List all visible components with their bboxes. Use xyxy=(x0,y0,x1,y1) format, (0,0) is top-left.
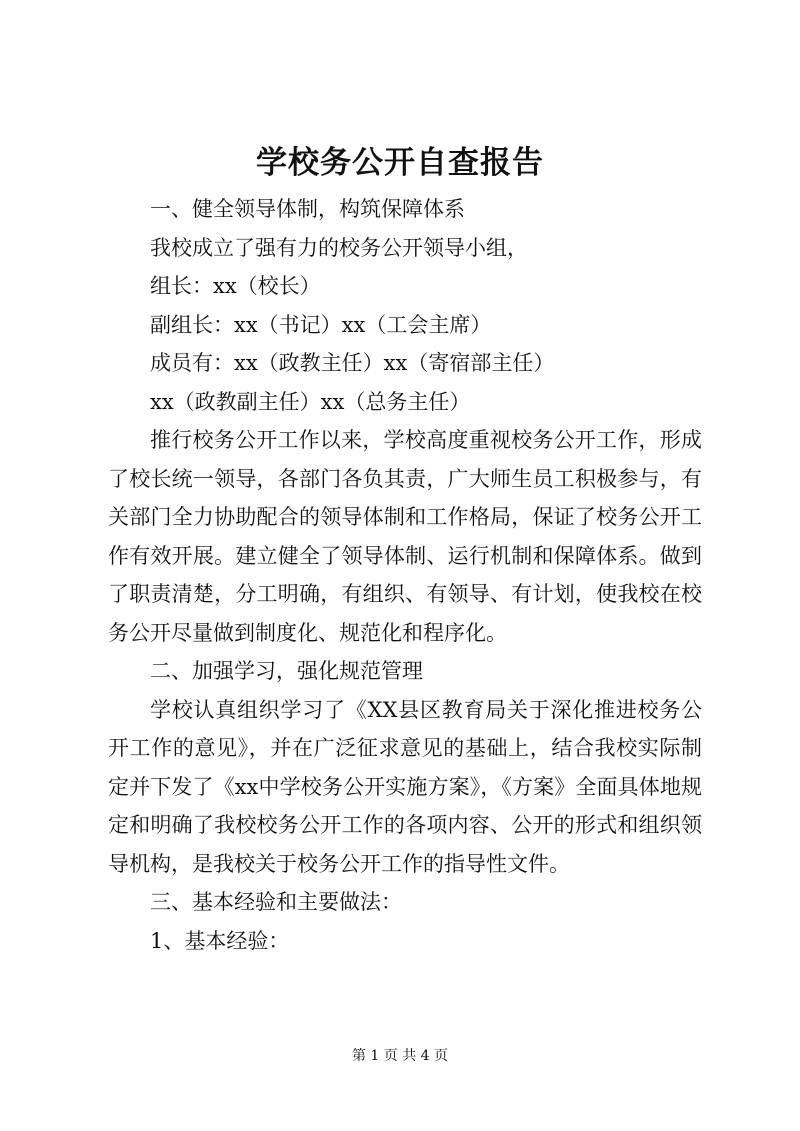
section-heading-3: 三、基本经验和主要做法： xyxy=(150,890,402,914)
paragraph-members: 成员有：xx（政教主任）xx（寄宿部主任） xyxy=(150,351,555,375)
page-number-footer: 第 1 页 共 4 页 xyxy=(351,1048,449,1064)
paragraph-deputy-leader: 副组长：xx（书记）xx（工会主席） xyxy=(150,312,492,337)
section-heading-1: 一、健全领导体制，构筑保障体系 xyxy=(150,197,465,221)
paragraph-members-continued: xx（政教副主任）xx（总务主任） xyxy=(150,389,471,414)
paragraph-body-1: 推行校务公开工作以来，学校高度重视校务公开工作，形成了校长统一领导，各部门各负其责，广大师生员工积极参与，有关部门全力协助配合的领导体制和工作格局，保证了校务公开工作有效开展。建立健全了领导体制、运行机制和保障体系。做到了职责清楚，分工明确，有组织、有领导、有计划，使我校在校务公开尽量做到制度化、规范化和程序化。 xyxy=(108,428,702,645)
paragraph-leading-group: 我校成立了强有力的校务公开领导小组， xyxy=(150,235,528,260)
section-heading-2: 二、加强学习，强化规范管理 xyxy=(150,659,423,683)
document-body xyxy=(108,190,702,960)
paragraph-body-2: 学校认真组织学习了《XX县区教育局关于深化推进校务公开工作的意见》，并在广泛征求意见的基础上，结合我校实际制定并下发了《xx中学校务公开实施方案》，《方案》全面具体地规定和明确了我校校务公开工作的各项内容、公开的形式和组织领导机构，是我校关于校务公开工作的指导性文件。 xyxy=(108,697,702,876)
subsection-heading-1: 1、基本经验： xyxy=(150,928,290,953)
paragraph-group-leader: 组长：xx（校长） xyxy=(150,274,321,298)
document-title: 学校务公开自查报告 xyxy=(256,145,544,181)
